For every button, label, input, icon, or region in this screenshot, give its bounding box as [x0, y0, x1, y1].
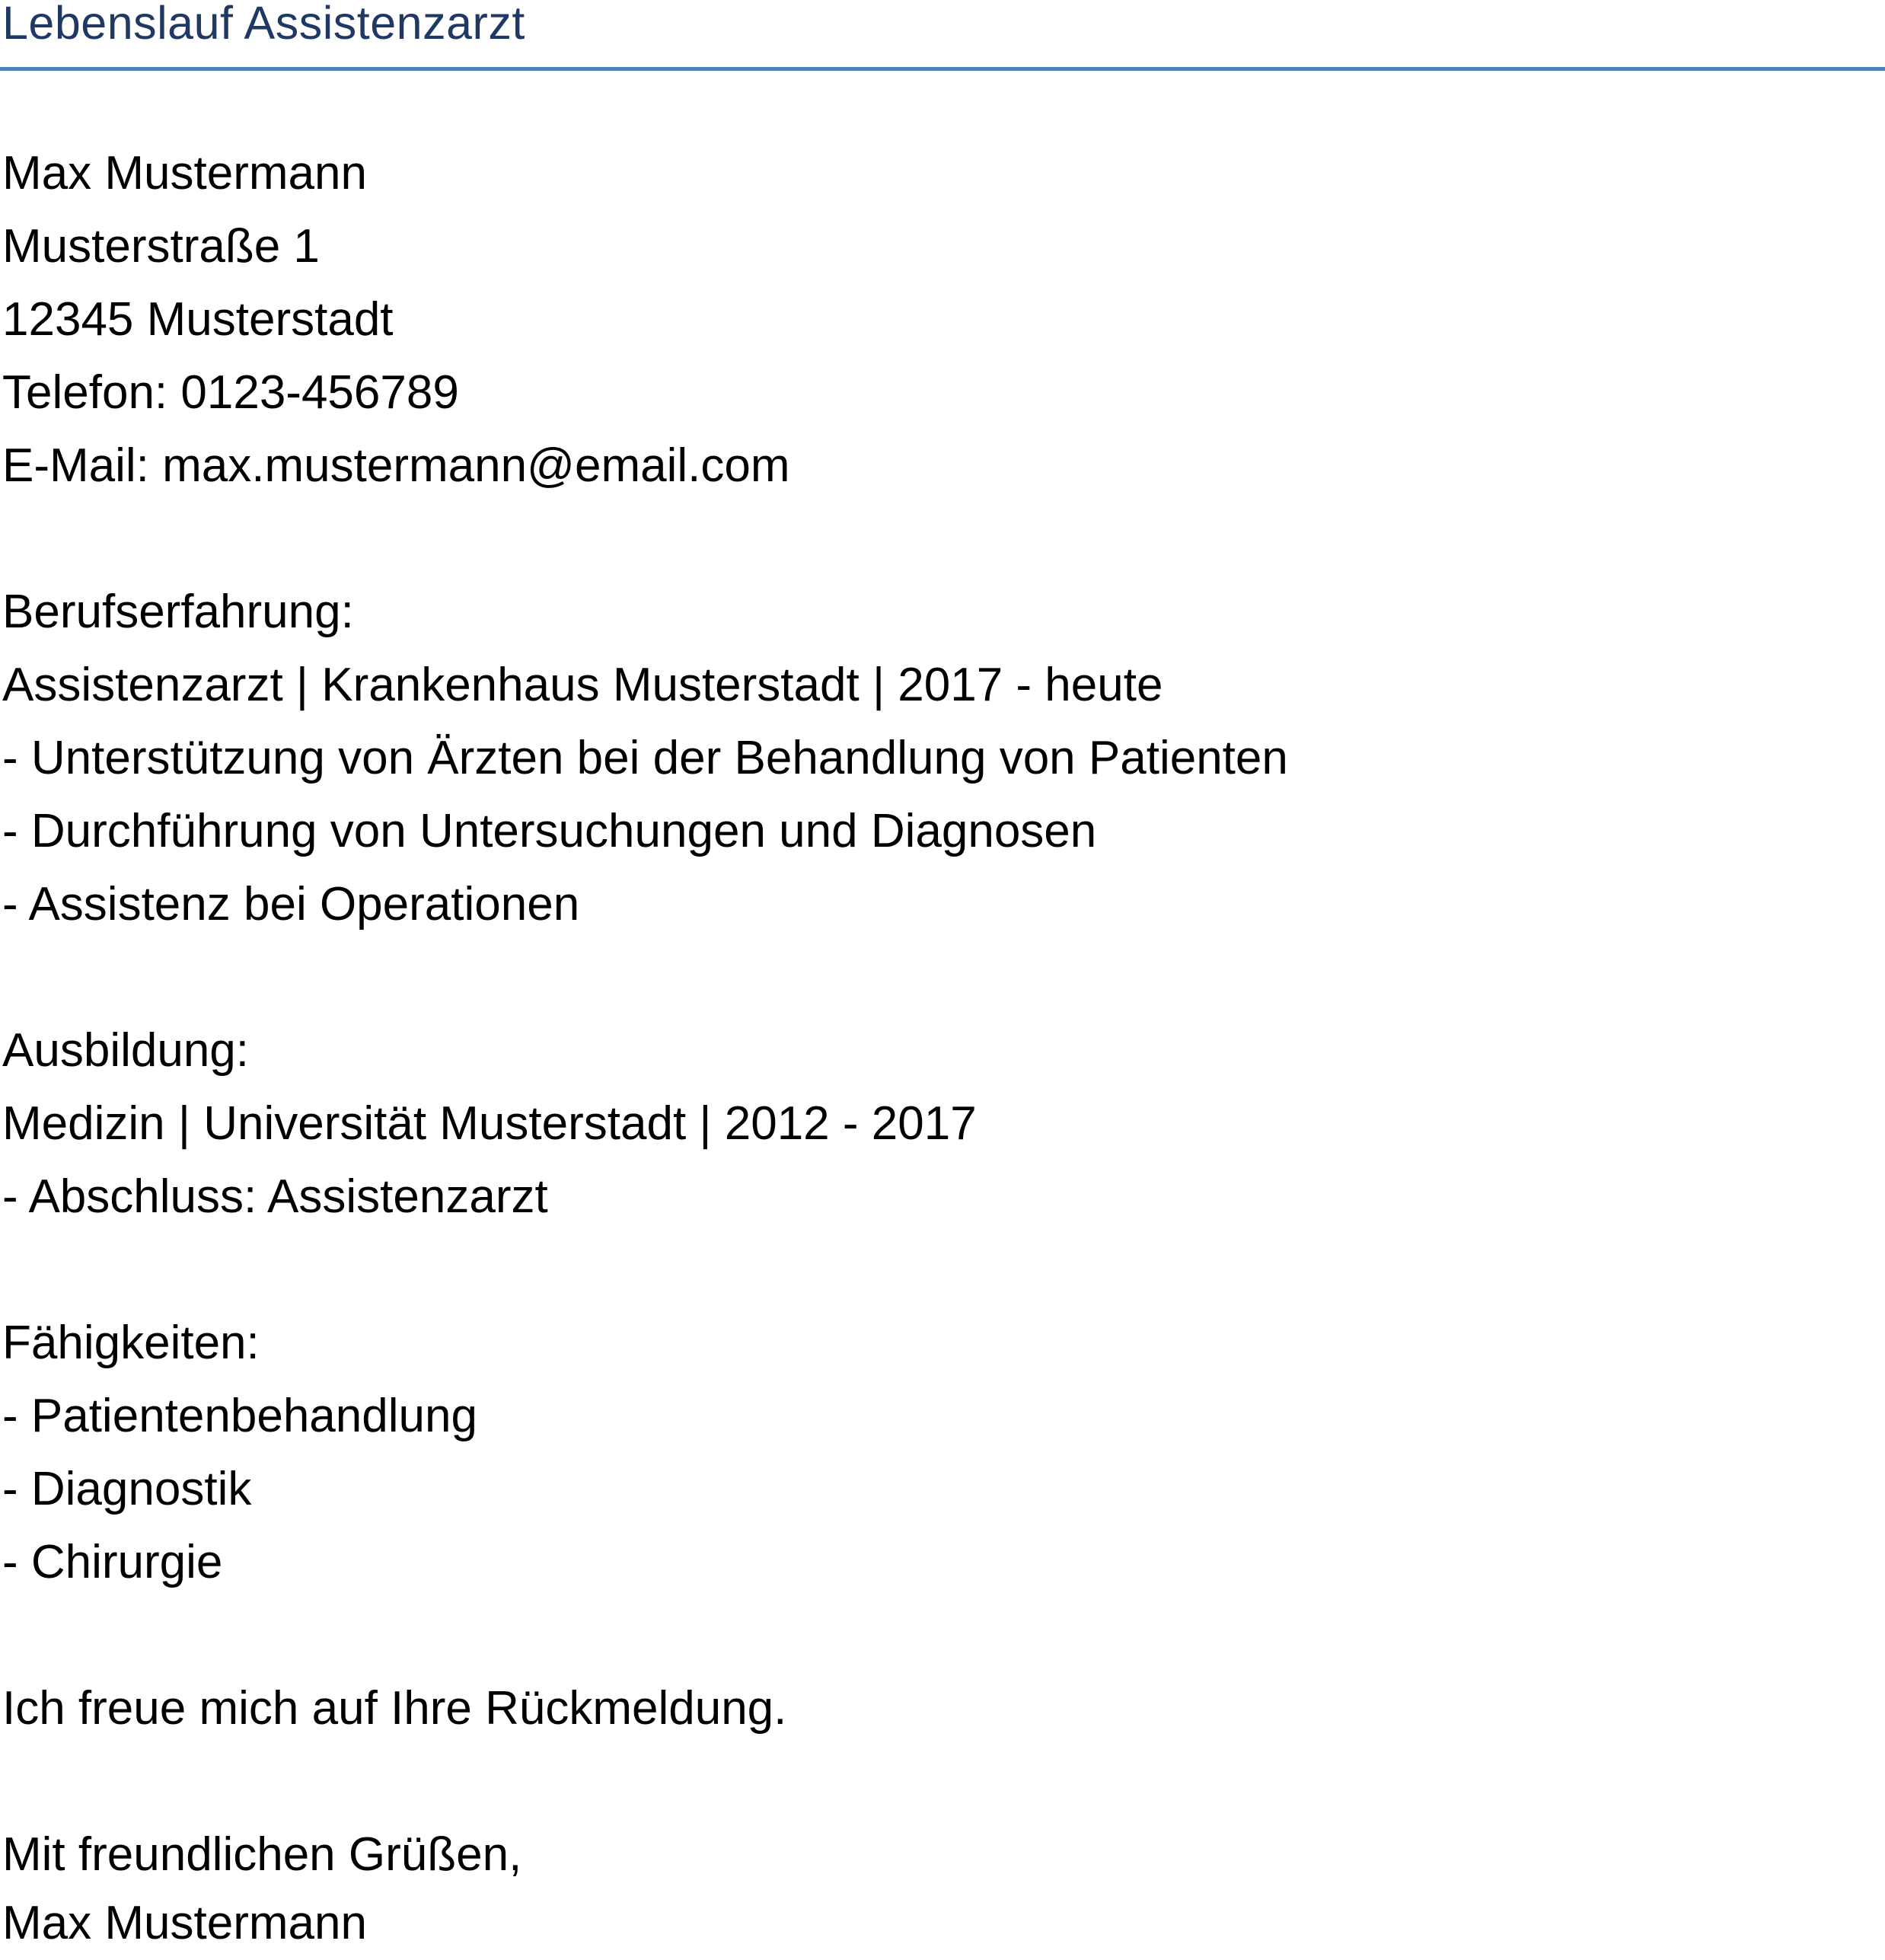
skills-bullet: - Chirurgie	[2, 1536, 223, 1588]
closing-signature: Max Mustermann	[2, 1897, 367, 1949]
experience-bullet: - Assistenz bei Operationen	[2, 878, 580, 931]
contact-street: Musterstraße 1	[2, 220, 320, 273]
closing-greeting: Mit freundlichen Grüßen,	[2, 1828, 522, 1881]
contact-city: 12345 Musterstadt	[2, 293, 394, 346]
skills-heading: Fähigkeiten:	[2, 1317, 260, 1369]
experience-heading: Berufserfahrung:	[2, 586, 354, 638]
education-heading: Ausbildung:	[2, 1024, 250, 1077]
contact-email: E-Mail: max.mustermann@email.com	[2, 439, 790, 492]
contact-name: Max Mustermann	[2, 147, 367, 200]
document-title: Lebenslauf Assistenzarzt	[2, 0, 525, 49]
skills-bullet: - Diagnostik	[2, 1463, 252, 1515]
experience-entry: Assistenzarzt | Krankenhaus Musterstadt | 2017 - heute	[2, 659, 1163, 711]
education-entry: Medizin | Universität Musterstadt | 2012 - 2017	[2, 1097, 977, 1150]
experience-bullet: - Unterstützung von Ärzten bei der Behandlung von Patienten	[2, 732, 1288, 784]
experience-bullet: - Durchführung von Untersuchungen und Diagnosen	[2, 805, 1097, 857]
contact-phone: Telefon: 0123-456789	[2, 366, 459, 419]
skills-bullet: - Patientenbehandlung	[2, 1390, 477, 1442]
education-bullet: - Abschluss: Assistenzarzt	[2, 1170, 548, 1223]
title-underline	[0, 67, 1885, 71]
closing-message: Ich freue mich auf Ihre Rückmeldung.	[2, 1682, 787, 1735]
